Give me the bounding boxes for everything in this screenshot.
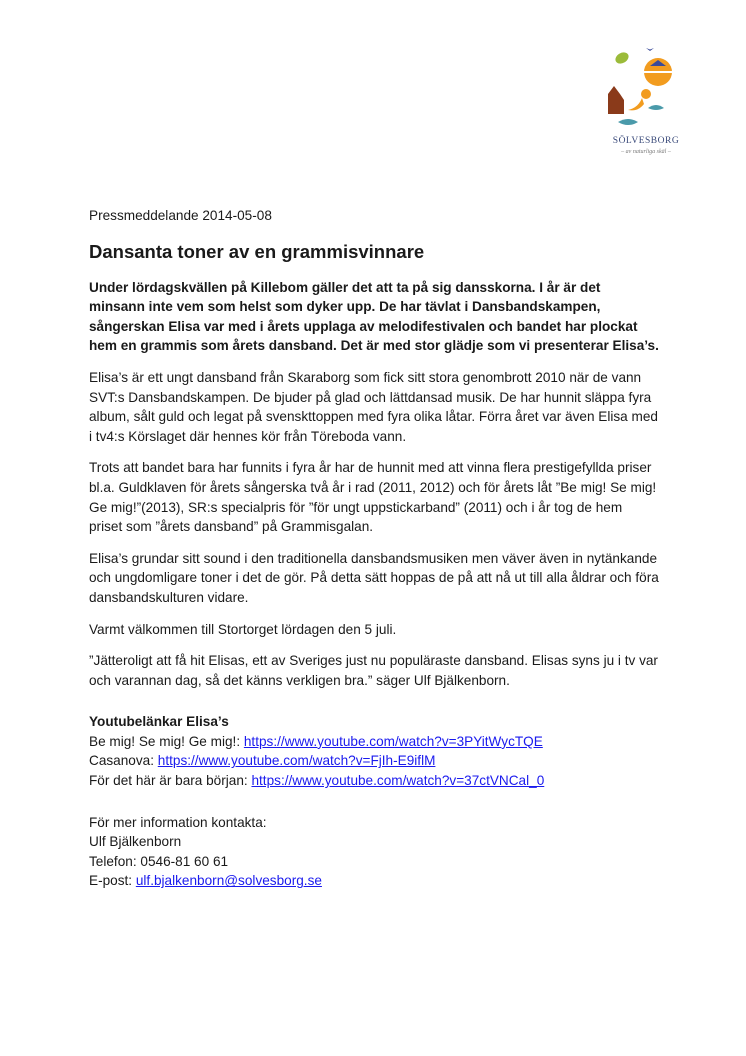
email-label: E-post: bbox=[89, 873, 136, 889]
contact-name: Ulf Bjälkenborn bbox=[89, 834, 182, 850]
paragraph-2: Trots att bandet bara har funnits i fyra år har de hunnit med att vinna flera prestigefyllda priser bl.a. Guldklaven för årets sångerska två år i rad (2011, 2012) och för årets låt ”Be mig! Se mig! Ge mig!”(2013), SR:s specialpris för ”för ungt uppstickarband” (2011) och i år tog de hem priset som ”årets dansband” på Grammisgalan. bbox=[89, 460, 657, 535]
contact-phone: Telefon: 0546-81 60 61 bbox=[89, 853, 229, 869]
leaf-icon bbox=[613, 50, 630, 66]
contact-block bbox=[89, 813, 659, 891]
page-title: Dansanta toner av en grammisvinnare bbox=[89, 240, 425, 262]
link-label: Casanova: bbox=[89, 753, 158, 769]
link-row bbox=[89, 732, 659, 752]
contact-intro: För mer information kontakta: bbox=[89, 814, 267, 830]
link-row bbox=[89, 771, 659, 791]
youtube-links bbox=[89, 712, 659, 790]
link-row bbox=[89, 751, 659, 771]
wave-icon bbox=[648, 105, 664, 110]
youtube-link-borjan[interactable]: https://www.youtube.com/watch?v=37ctVNCal_0 bbox=[251, 773, 545, 789]
link-label: För det här är bara början: bbox=[89, 773, 252, 789]
email-link[interactable]: ulf.bjalkenborn@solvesborg.se bbox=[135, 873, 322, 889]
quote-paragraph: ”Jätteroligt att få hit Elisas, ett av Sveriges just nu populäraste dansband. Elisas syns ju i tv var och varannan dag, så det känns verkligen bra.” säger Ulf Bjälkenborn. bbox=[89, 653, 658, 688]
bird-icon bbox=[646, 48, 654, 51]
press-release-body bbox=[89, 206, 659, 891]
logo-name: SÖLVESBORG bbox=[612, 136, 680, 146]
lead-paragraph: Under lördagskvällen på Killebom gäller det att ta på sig dansskorna. I år är det minsann inte vem som helst som dyker upp. De har tävlat i Dansbandskampen, sångerskan Elisa var med i årets upplaga av melodifestivalen och bandet har plockat hem en grammis som årets dansband. Det är med stor glädje som vi presenterar Elisa’s. bbox=[89, 279, 659, 354]
logo-tagline: – av naturliga skäl – bbox=[621, 149, 671, 155]
paragraph-4: Varmt välkommen till Stortorget lördagen den 5 juli. bbox=[89, 621, 397, 637]
paragraph-3: Elisa’s grundar sitt sound i den traditionella dansbandsmusiken men väver även in nytänkande och ungdomligare toner i det de gör. På detta sätt hoppas de på att nå ut till alla åldrar och föra dansbandskulturen vidare. bbox=[89, 550, 659, 605]
press-date: Pressmeddelande 2014-05-08 bbox=[89, 208, 272, 223]
youtube-link-be-mig[interactable]: https://www.youtube.com/watch?v=3PYitWycTQE bbox=[243, 733, 543, 749]
link-label: Be mig! Se mig! Ge mig!: bbox=[89, 733, 244, 749]
houses-icon bbox=[608, 86, 624, 114]
links-title: Youtubelänkar Elisa’s bbox=[89, 714, 229, 730]
youtube-link-casanova[interactable]: https://www.youtube.com/watch?v=FjIh-E9iflM bbox=[157, 753, 436, 769]
contact-email-row bbox=[89, 871, 659, 891]
paragraph-1: Elisa’s är ett ungt dansband från Skaraborg som fick sitt stora genombrott 2010 när de vann SVT:s Dansbandskampen. De bjuder på glad och lättdansad musik. De har hunnit släppa fyra album, sålt guld och legat på svenskttoppen med fyra olika låtar. Förra året var även Elisa med i tv4:s Körslaget där hennes kör från Töreboda vann. bbox=[89, 369, 658, 444]
